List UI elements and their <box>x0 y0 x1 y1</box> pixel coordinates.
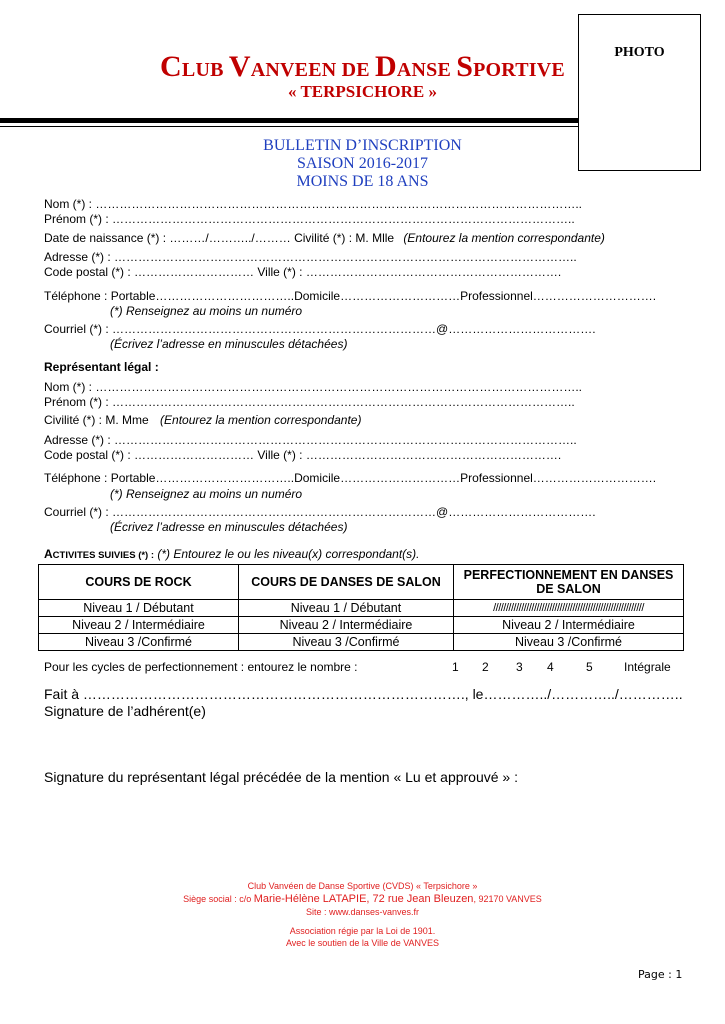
adherent-civilite-note: (Entourez la mention correspondante) <box>403 231 605 245</box>
footer-site-link[interactable]: Site : www.danses-vanves.fr <box>305 907 420 917</box>
table-row <box>39 617 684 634</box>
bulletin-line3: MOINS DE 18 ANS <box>296 173 429 190</box>
activites-note: (*) Entourez le ou les niveau(x) correspondant(s). <box>157 547 420 561</box>
representant-adresse-field[interactable]: Adresse (*) : …………………………………………………………………………………………………….. <box>44 433 577 447</box>
footer-siege-social <box>0 893 725 905</box>
table-row <box>39 600 684 617</box>
activites-heading-rest: CTIVITES SUIVIES (*) : <box>52 550 155 561</box>
fait-a-field[interactable]: Fait à ………………………………………………………………………., le…………../…………../………….. <box>44 686 683 702</box>
representant-telephone-field[interactable]: Téléphone : Portable……………………………..Domicile…………………………Professionnel…………………………. <box>44 471 657 485</box>
cycle-option-1[interactable]: 1 <box>452 660 459 674</box>
activites-heading-a: A <box>44 547 53 561</box>
footer-club-name: Club Vanvéen de Danse Sportive (CVDS) « Terpsichore » <box>247 881 478 891</box>
footer-siege-city: , 92170 VANVES <box>473 894 542 904</box>
footer-soutien: Avec le soutien de la Ville de VANVES <box>285 938 440 948</box>
table-row <box>39 634 684 651</box>
representant-cp-ville-field[interactable]: Code postal (*) : ………………………… Ville (*) : ………………………………………………………. <box>44 448 562 462</box>
activites-heading <box>44 547 420 561</box>
signature-representant-label: Signature du représentant légal précédée de la mention « Lu et approuvé » : <box>44 769 518 785</box>
col-header-rock: COURS DE ROCK <box>39 565 239 600</box>
footer-siege-address: Marie-Hélène LATAPIE, 72 rue Jean Bleuzen <box>253 893 474 905</box>
adherent-cp-ville-field[interactable]: Code postal (*) : ………………………… Ville (*) : ………………………………………………………. <box>44 265 562 279</box>
club-title-s: SPORTIVE <box>456 50 565 83</box>
representant-civilite-text: Civilité (*) : M. Mme <box>44 413 149 427</box>
representant-telephone-note: (*) Renseignez au moins un numéro <box>110 487 303 501</box>
representant-prenom-field[interactable]: Prénom (*) : …………………………………………………………………………………………………….. <box>44 395 575 409</box>
club-subtitle: « TERPSICHORE » <box>288 82 437 101</box>
club-title <box>0 50 725 84</box>
adherent-courriel-note: (Écrivez l’adresse en minuscules détachées) <box>110 337 348 351</box>
adherent-prenom-field[interactable]: Prénom (*) : …………………………………………………………………………………………………….. <box>44 212 575 226</box>
bulletin-line1: BULLETIN D’INSCRIPTION <box>263 137 462 154</box>
adherent-telephone-field[interactable]: Téléphone : Portable……………………………..Domicile…………………………Professionnel…………………………. <box>44 289 657 303</box>
perfectionnement-niveau-2[interactable]: Niveau 2 / Intermédiaire <box>454 617 684 634</box>
adherent-naissance-text: Date de naissance (*) : ………/………../……… Civilité (*) : M. Mlle <box>44 231 395 245</box>
bulletin-heading <box>250 137 475 191</box>
representant-heading: Représentant légal : <box>44 360 159 374</box>
salon-niveau-1[interactable]: Niveau 1 / Débutant <box>239 600 454 617</box>
rock-niveau-1[interactable]: Niveau 1 / Débutant <box>39 600 239 617</box>
signature-adherent-label: Signature de l’adhérent(e) <box>44 703 206 719</box>
footer-association: Association régie par la Loi de 1901. <box>289 926 436 936</box>
activites-table-header <box>39 565 684 600</box>
representant-courriel-note: (Écrivez l’adresse en minuscules détachées) <box>110 520 348 534</box>
representant-nom-field[interactable]: Nom (*) : ………………………………………………………………………………………………………….. <box>44 380 583 394</box>
cycle-option-4[interactable]: 4 <box>547 660 554 674</box>
cycle-option-integrale[interactable]: Intégrale <box>624 660 671 674</box>
header-thick-rule <box>0 118 578 123</box>
page-number: Page : 1 <box>638 968 683 981</box>
col-header-perfectionnement: PERFECTIONNEMENT EN DANSES DE SALON <box>454 565 684 600</box>
adherent-nom-field[interactable]: Nom (*) : ………………………………………………………………………………………………………….. <box>44 197 583 211</box>
adherent-adresse-field[interactable]: Adresse (*) : …………………………………………………………………………………………………….. <box>44 250 577 264</box>
club-title-v: VANVEEN DE <box>228 50 375 83</box>
salon-niveau-3[interactable]: Niveau 3 /Confirmé <box>239 634 454 651</box>
representant-civilite-field[interactable] <box>44 413 361 427</box>
photo-label: PHOTO <box>614 45 665 60</box>
col-header-salon: COURS DE DANSES DE SALON <box>239 565 454 600</box>
activites-table <box>38 564 684 651</box>
cycle-option-2[interactable]: 2 <box>482 660 489 674</box>
rock-niveau-2[interactable]: Niveau 2 / Intermédiaire <box>39 617 239 634</box>
adherent-telephone-note: (*) Renseignez au moins un numéro <box>110 304 303 318</box>
representant-courriel-field[interactable]: Courriel (*) : ………………………………………………………………………@………………………………. <box>44 505 596 519</box>
perfectionnement-niveau-3[interactable]: Niveau 3 /Confirmé <box>454 634 684 651</box>
footer-siege-prefix: Siège social : c/o <box>183 894 254 904</box>
rock-niveau-3[interactable]: Niveau 3 /Confirmé <box>39 634 239 651</box>
club-title-c: CLUB <box>160 50 229 83</box>
bulletin-line2: SAISON 2016-2017 <box>296 155 429 172</box>
representant-civilite-note: (Entourez la mention correspondante) <box>160 413 362 427</box>
club-title-d: DANSE <box>374 50 457 83</box>
perfectionnement-niveau-1-hatched: /////////////////////////////////////////////////////////// <box>454 600 684 617</box>
cycles-label: Pour les cycles de perfectionnement : entourez le nombre : <box>44 660 358 674</box>
salon-niveau-2[interactable]: Niveau 2 / Intermédiaire <box>239 617 454 634</box>
cycle-option-3[interactable]: 3 <box>516 660 523 674</box>
cycle-option-5[interactable]: 5 <box>586 660 593 674</box>
adherent-courriel-field[interactable]: Courriel (*) : ………………………………………………………………………@………………………………. <box>44 322 596 336</box>
adherent-naissance-field[interactable] <box>44 231 605 245</box>
header-thin-rule <box>0 126 578 127</box>
